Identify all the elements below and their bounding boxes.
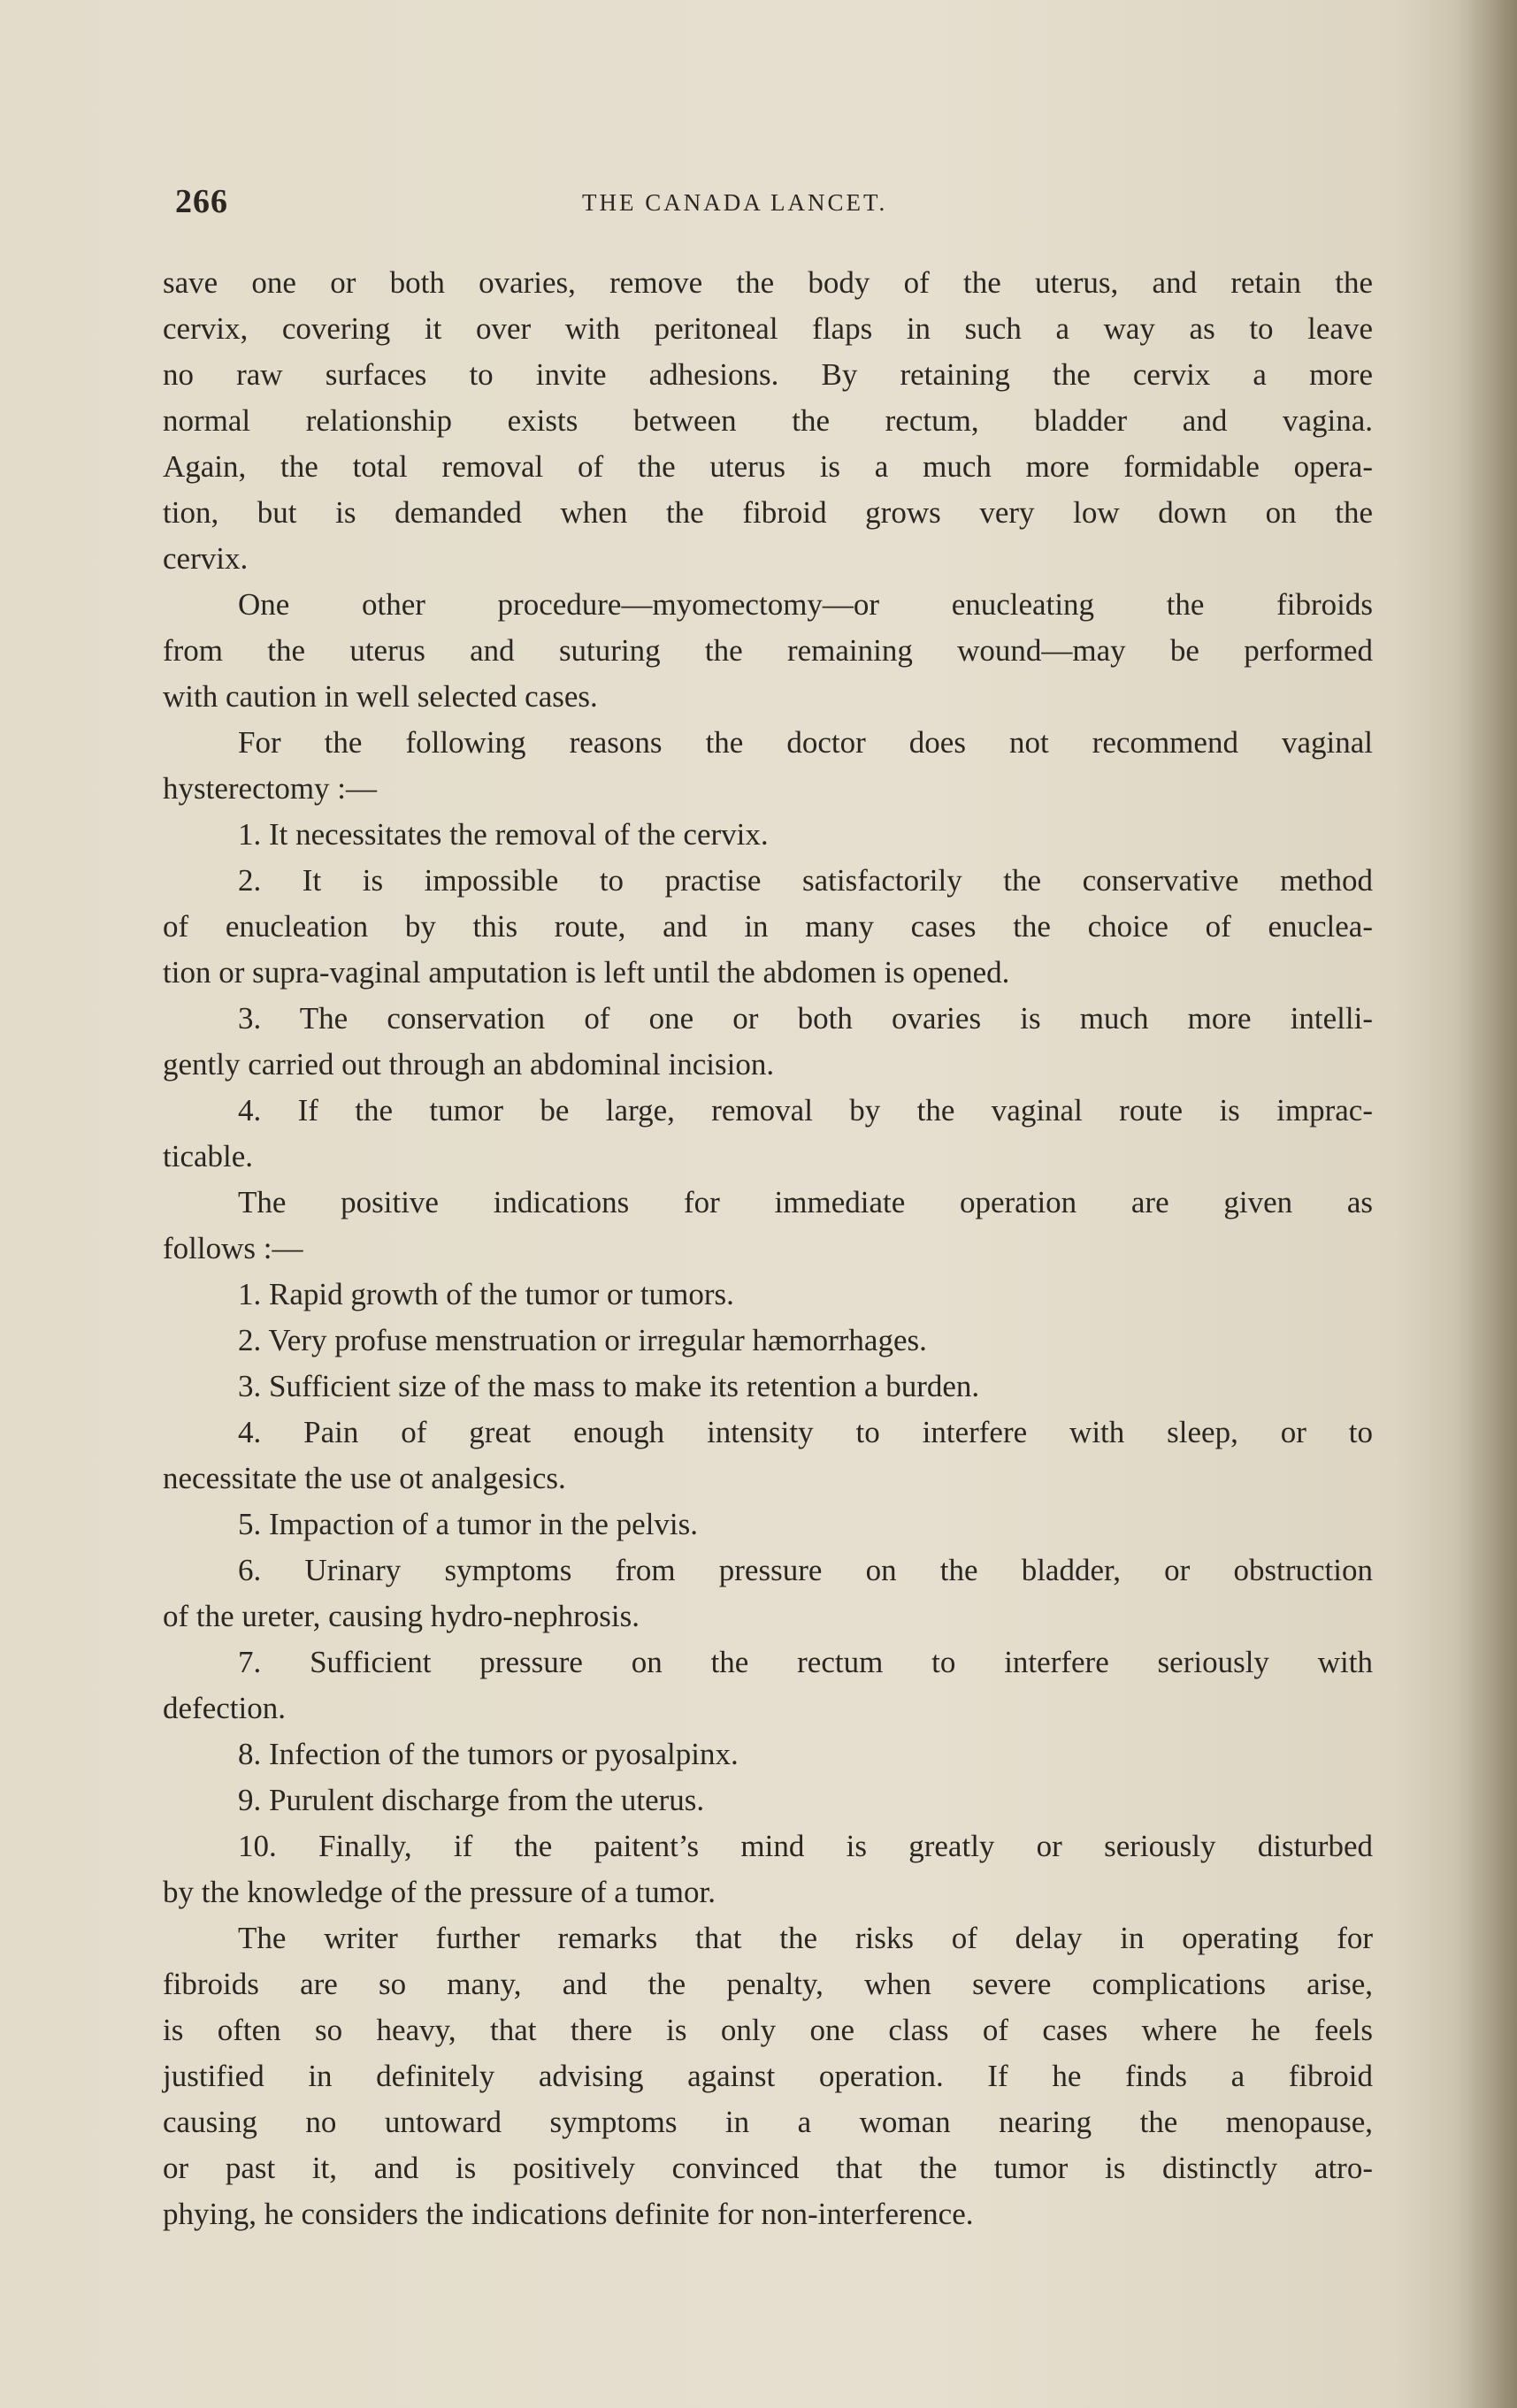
text-line: save one or both ovaries, remove the body of the uterus, and retain the [163,265,1373,300]
text-line: defection. [163,1691,286,1725]
text-line: hysterectomy :— [163,771,378,806]
list-item: 4. If the tumor be large, removal by the vaginal route is imprac- [238,1093,1373,1128]
text-line: Again, the total removal of the uterus is a much more formidable opera- [163,449,1373,484]
text-line: For the following reasons the doctor does not recommend vaginal [238,725,1373,760]
list-item: 1. It necessitates the removal of the cervix. [238,817,769,852]
text-line: follows :— [163,1231,303,1265]
list-item: 9. Purulent discharge from the uterus. [238,1783,705,1817]
text-line: of the ureter, causing hydro-nephrosis. [163,1599,640,1633]
text-line: One other procedure—myomectomy—or enucleating the fibroids [238,587,1373,622]
list-item: 3. Sufficient size of the mass to make its retention a burden. [238,1369,980,1403]
running-title: THE CANADA LANCET. [582,189,888,216]
text-line: cervix, covering it over with peritoneal flaps in such a way as to leave [163,311,1373,346]
page-header [175,182,1369,235]
page-number: 266 [175,183,228,220]
text-line: fibroids are so many, and the penalty, when severe complications arise, [163,1967,1373,2001]
text-line: of enucleation by this route, and in many cases the choice of enuclea- [163,909,1373,944]
list-item: 2. Very profuse menstruation or irregular hæmorrhages. [238,1323,927,1357]
text-line: phying, he considers the indications definite for non-interference. [163,2197,974,2231]
list-item: 2. It is impossible to practise satisfactorily the conservative method [238,863,1373,898]
text-line: gently carried out through an abdominal incision. [163,1047,775,1082]
list-item: 5. Impaction of a tumor in the pelvis. [238,1507,699,1541]
text-line: no raw surfaces to invite adhesions. By retaining the cervix a more [163,357,1373,392]
text-line: normal relationship exists between the rectum, bladder and vagina. [163,403,1373,438]
text-line: necessitate the use ot analgesics. [163,1461,566,1495]
list-item: 7. Sufficient pressure on the rectum to interfere seriously with [238,1645,1373,1679]
list-item: 6. Urinary symptoms from pressure on the bladder, or obstruction [238,1553,1373,1587]
text-line: The positive indications for immediate operation are given as [238,1185,1373,1219]
list-item: 4. Pain of great enough intensity to interfere with sleep, or to [238,1415,1373,1449]
text-line: The writer further remarks that the risks of delay in operating for [238,1921,1373,1955]
text-line: by the knowledge of the pressure of a tumor. [163,1875,716,1909]
text-line: is often so heavy, that there is only one class of cases where he feels [163,2013,1373,2047]
list-item: 10. Finally, if the paitent’s mind is greatly or seriously disturbed [238,1829,1373,1863]
text-line: tion, but is demanded when the fibroid grows very low down on the [163,495,1373,530]
list-item: 3. The conservation of one or both ovaries is much more intelli- [238,1001,1373,1036]
body-text [163,260,1373,2237]
text-line: cervix. [163,541,249,576]
text-line: or past it, and is positively convinced that the tumor is distinctly atro- [163,2151,1373,2185]
list-item: 8. Infection of the tumors or pyosalpinx. [238,1737,739,1771]
text-line: ticable. [163,1139,254,1173]
text-line: causing no untoward symptoms in a woman nearing the menopause, [163,2105,1373,2139]
text-line: from the uterus and suturing the remaining wound—may be performed [163,633,1373,668]
text-line: with caution in well selected cases. [163,679,598,714]
list-item: 1. Rapid growth of the tumor or tumors. [238,1277,734,1311]
text-line: justified in definitely advising against operation. If he finds a fibroid [163,2059,1373,2093]
page-edge-shadow [1455,0,1517,2408]
text-line: tion or supra-vaginal amputation is left until the abdomen is opened. [163,955,1010,990]
